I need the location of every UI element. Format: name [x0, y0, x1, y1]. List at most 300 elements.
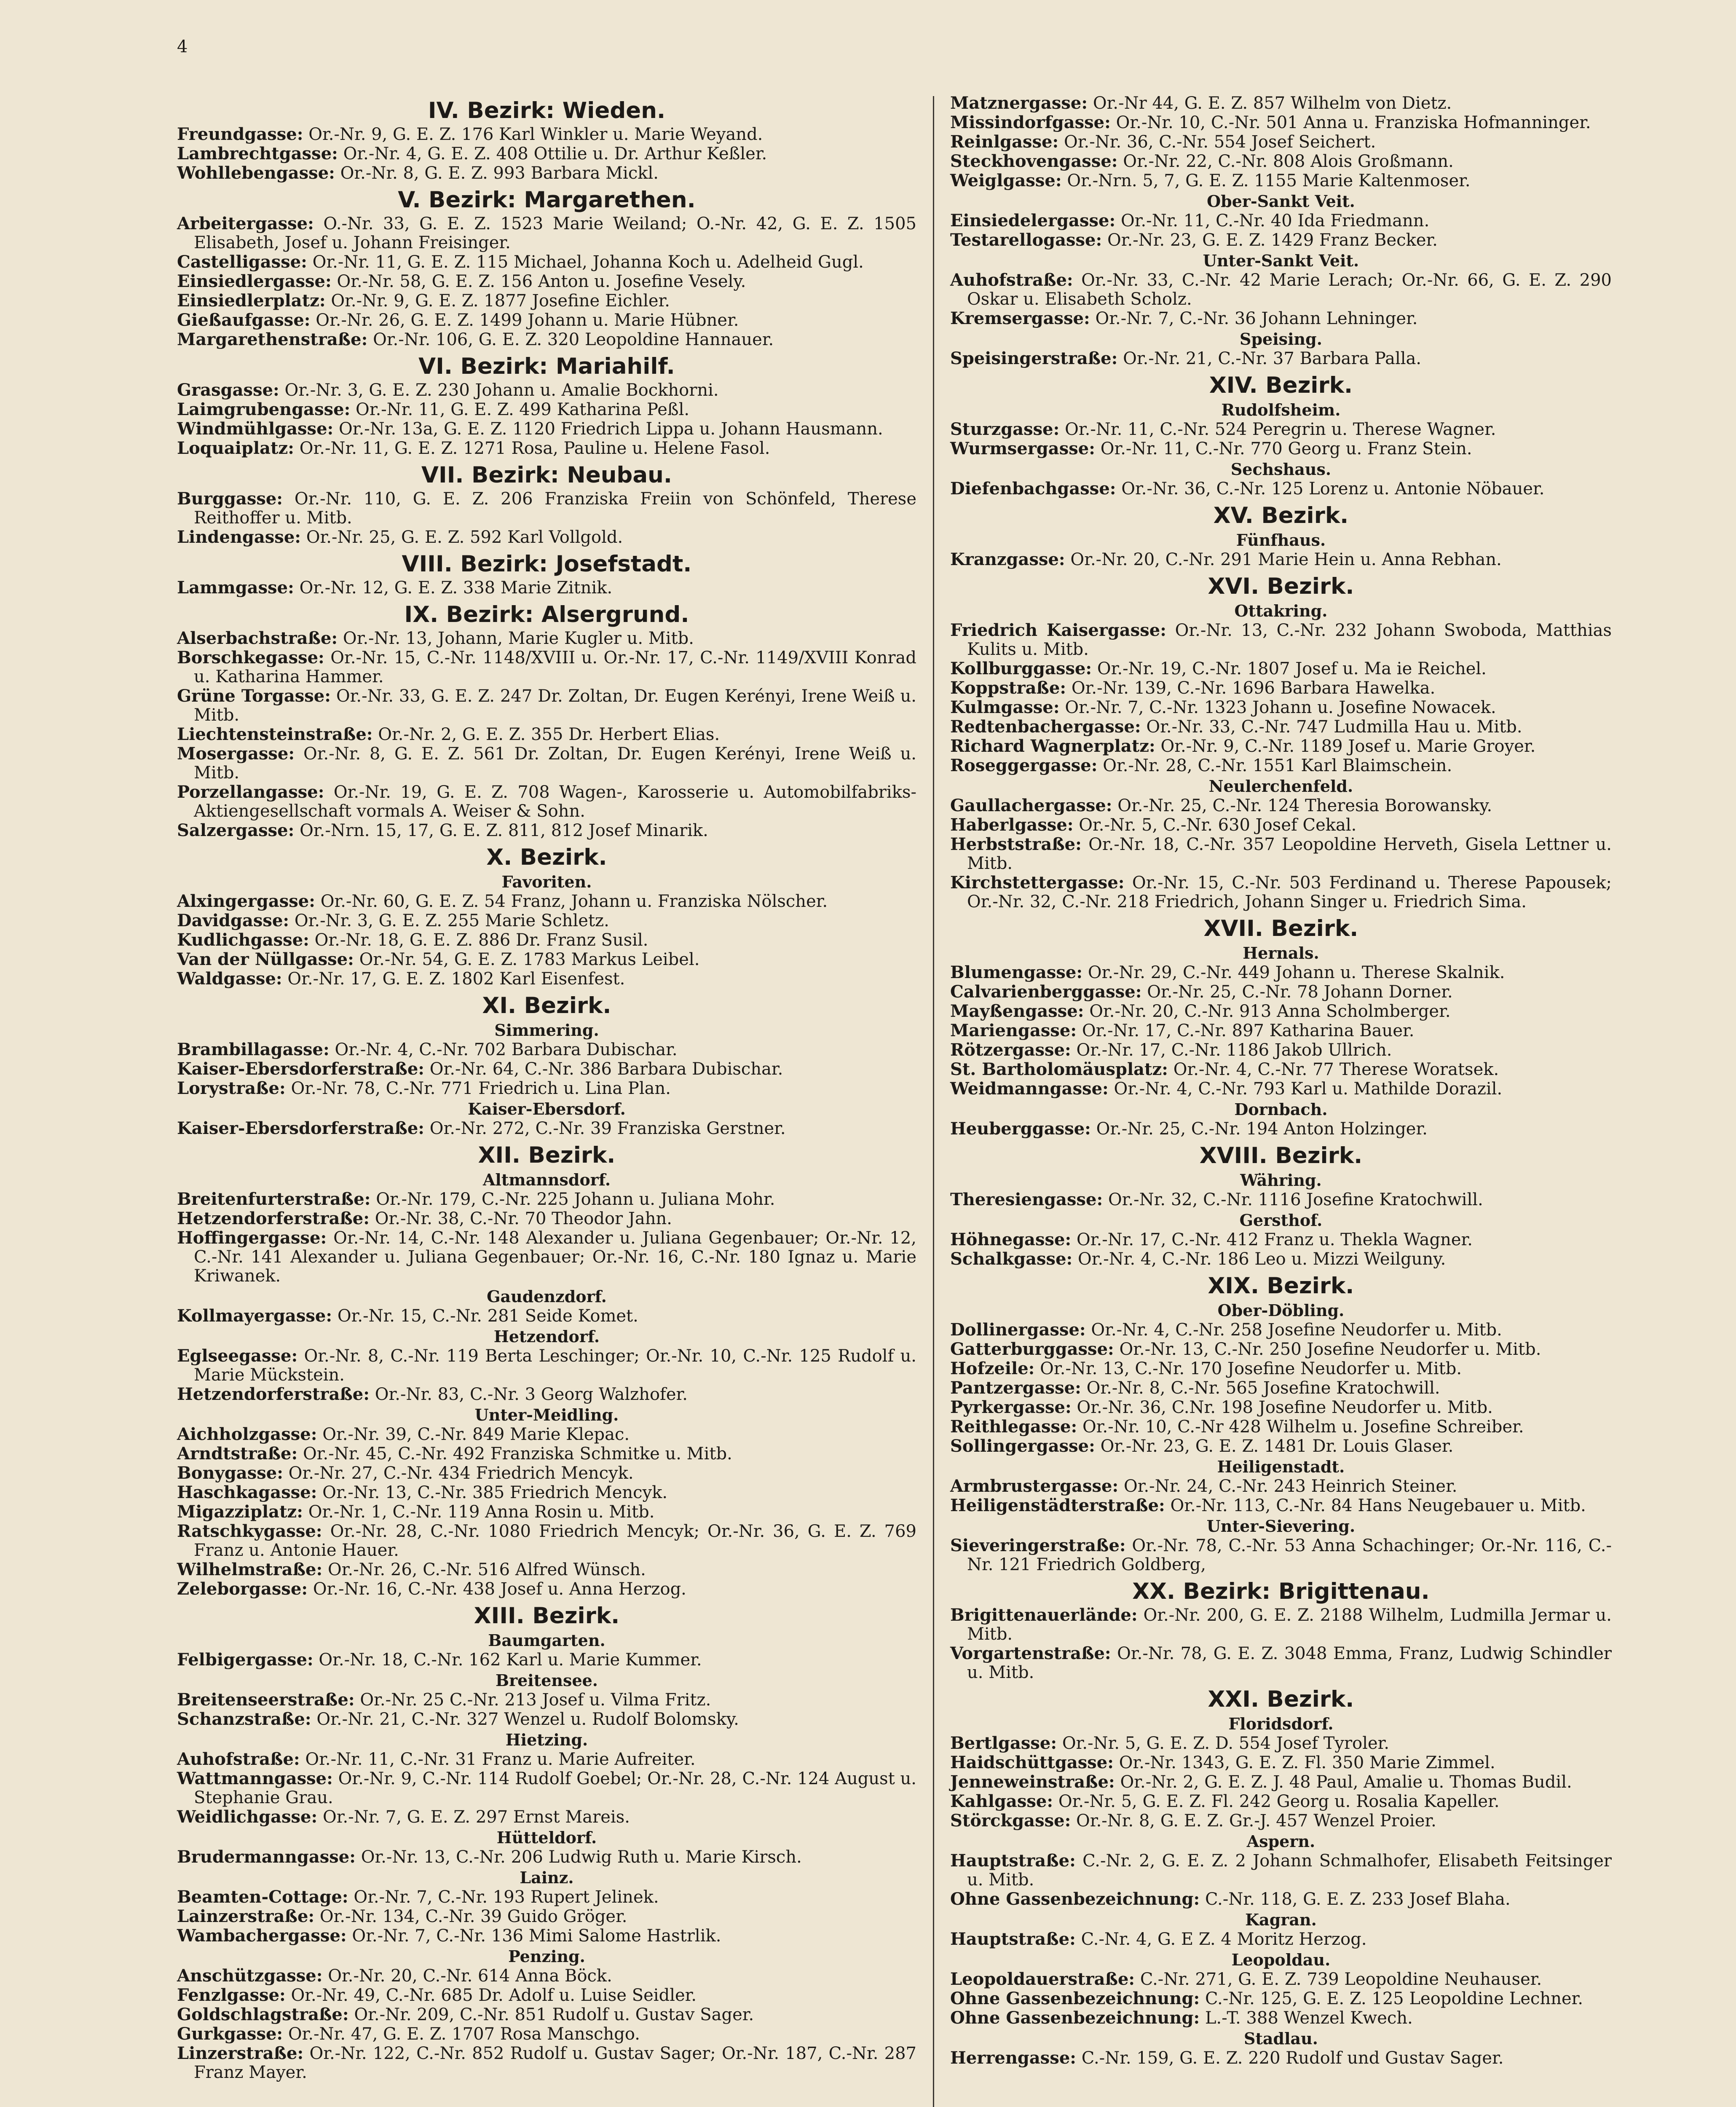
street-name: Auhofstraße: — [177, 1749, 300, 1769]
locality-heading: Penzing. — [508, 1947, 585, 1966]
street-name: Speisingerstraße: — [950, 348, 1118, 368]
property-entry — [950, 1417, 1612, 1437]
entry-text — [177, 1769, 916, 1807]
property-entry — [950, 231, 1612, 250]
street-name: Kulmgasse: — [950, 697, 1060, 717]
locality-heading: Unter-Sievering. — [1206, 1517, 1356, 1536]
property-entry — [177, 821, 916, 840]
locality-heading: Altmannsdorf. — [482, 1170, 611, 1189]
entry-details: Or.-Nr. 139, C.-Nr. 1696 Barbara Hawelka. — [1071, 678, 1436, 698]
property-entry — [950, 271, 1612, 309]
property-entry — [177, 528, 916, 547]
street-name: Hauptstraße: — [950, 1851, 1076, 1871]
property-entry — [177, 1119, 916, 1138]
entry-text — [177, 439, 916, 458]
street-name: Windmühlgasse: — [177, 419, 334, 439]
property-entry — [950, 132, 1612, 152]
entry-details: Or.-Nr. 25, C.-Nr. 194 Anton Holzinger. — [1096, 1119, 1428, 1139]
street-name: Wilhelmstraße: — [177, 1560, 323, 1579]
street-name: Linzerstraße: — [177, 2043, 304, 2063]
entry-details: Or.-Nr. 10, C.-Nr 428 Wilhelm u. Josefine Schreiber. — [1082, 1417, 1524, 1437]
entry-details: Or.-Nr. 17, C.-Nr. 1186 Jakob Ullrich. — [1076, 1040, 1392, 1060]
column-divider — [933, 96, 934, 2107]
entry-text — [950, 1060, 1612, 1079]
entry-text — [177, 1464, 916, 1483]
entry-text — [177, 821, 916, 840]
entry-details: Or.-Nr. 15, C.-Nr. 503 Ferdinand u. Therese Papousek; Or.-Nr. 32, C.-Nr. 218 Friedrich, Johann Singer u. Friedrich Sima. — [967, 873, 1612, 911]
property-entry — [950, 717, 1612, 737]
property-entry — [177, 1522, 916, 1560]
street-name: Goldschlagstraße: — [177, 2005, 349, 2024]
property-entry — [177, 2005, 916, 2024]
entry-details: Or.-Nr. 2, G. E. Z. 355 Dr. Herbert Elias. — [378, 725, 720, 744]
page-number: 4 — [177, 37, 188, 56]
entry-text — [950, 94, 1612, 113]
entry-details: Or.-Nr. 13, C.-Nr. 170 Josefine Neudorfer u. Mitb. — [1040, 1359, 1462, 1378]
street-name: Haberlgasse: — [950, 815, 1074, 835]
locality-heading: Ober-Sankt Veit. — [1207, 192, 1355, 211]
locality-heading: Fünfhaus. — [1236, 531, 1326, 550]
entry-text — [950, 698, 1612, 717]
entry-details: Or.-Nr. 26, C.-Nr. 516 Alfred Wünsch. — [327, 1560, 646, 1579]
entry-details: Or.-Nr. 58, G. E. Z. 156 Anton u. Josefine Vesely. — [337, 272, 746, 291]
property-entry — [950, 1930, 1612, 1949]
entry-details: Or.-Nr. 10, C.-Nr. 501 Anna u. Franziska Hofmanninger. — [1116, 113, 1591, 132]
entry-details: Or.-Nr. 8, G. E. Z. 561 Dr. Zoltan, Dr. Eugen Kerényi, Irene Weiß u. Mitb. — [194, 744, 917, 783]
street-name: Testarellogasse: — [950, 230, 1102, 250]
entry-details: C.-Nr. 2, G. E. Z. 2 Johann Schmalhofer, Elisabeth Feitsinger u. Mitb. — [967, 1851, 1612, 1890]
locality-heading: Simmering. — [494, 1021, 599, 1040]
entry-details: Or.-Nr. 15, C.-Nr. 281 Seide Komet. — [337, 1306, 638, 1326]
entry-text — [950, 621, 1612, 659]
entry-details: Or.-Nr. 13, C.-Nr. 385 Friedrich Mencyk. — [322, 1483, 668, 1502]
locality-heading: Dornbach. — [1234, 1100, 1328, 1119]
entry-text — [950, 1040, 1612, 1060]
entry-details: Or.-Nr. 19, G. E. Z. 708 Wagen-, Karosserie u. Automobilfabriks-Aktiengesellschaft vormals A. Weiser & Sohn. — [194, 783, 917, 821]
locality-heading: Lainz. — [520, 1868, 574, 1887]
right-column — [950, 94, 1612, 2068]
entry-details: Or.-Nr. 33, G. E. Z. 247 Dr. Zoltan, Dr. Eugen Kerényi, Irene Weiß u. Mitb. — [194, 686, 917, 725]
property-entry — [177, 911, 916, 930]
entry-details: Or.-Nr. 25, C.-Nr. 124 Theresia Borowansky. — [1117, 796, 1492, 815]
entry-text — [177, 1807, 916, 1827]
entry-details: Or.-Nr. 23, G. E. Z. 1481 Dr. Louis Glaser. — [1100, 1437, 1454, 1456]
entry-details: Or.-Nr 44, G. E. Z. 857 Wilhelm von Dietz. — [1093, 94, 1452, 113]
district-heading: XVI. Bezirk. — [1208, 574, 1354, 599]
entry-details: Or.-Nr. 106, G. E. Z. 320 Leopoldine Hannauer. — [373, 330, 774, 349]
locality-heading: Ottakring. — [1234, 601, 1328, 620]
locality-heading: Heiligenstadt. — [1217, 1457, 1345, 1476]
street-name: Kahlgasse: — [950, 1791, 1053, 1811]
street-name: Hauptstraße: — [950, 1929, 1076, 1949]
entry-text — [950, 211, 1612, 231]
district-heading: X. Bezirk. — [486, 844, 607, 870]
entry-text — [950, 873, 1612, 911]
property-entry — [177, 1907, 916, 1926]
street-name: Einsiedlergasse: — [177, 271, 332, 291]
locality-heading: Unter-Sankt Veit. — [1203, 251, 1359, 270]
street-name: Reithlegasse: — [950, 1417, 1077, 1437]
entry-details: Or.-Nr. 11, G. E. Z. 115 Michael, Johanna Koch u. Adelheid Gugl. — [312, 252, 864, 272]
entry-text — [950, 1477, 1612, 1496]
entry-text — [177, 291, 916, 311]
locality-heading: Gersthof. — [1239, 1211, 1323, 1230]
street-name: Bertlgasse: — [950, 1733, 1057, 1753]
entry-text — [950, 963, 1612, 982]
property-entry — [177, 330, 916, 349]
property-entry — [177, 1228, 916, 1286]
street-name: Lindengasse: — [177, 527, 301, 547]
street-name: Gatterburggasse: — [950, 1339, 1114, 1359]
street-name: Grüne Torgasse: — [177, 686, 331, 706]
entry-text — [950, 2048, 1612, 2068]
entry-text — [950, 1190, 1612, 1209]
entry-details: Or.-Nr. 4, C.-Nr. 793 Karl u. Mathilde Dorazil. — [1114, 1079, 1503, 1099]
property-entry — [950, 815, 1612, 835]
property-entry — [950, 1644, 1612, 1682]
entry-text — [177, 648, 916, 686]
left-column — [177, 94, 916, 2082]
entry-text — [177, 2044, 916, 2082]
entry-text — [950, 1378, 1612, 1398]
street-name: Dollinergasse: — [950, 1320, 1086, 1340]
street-name: Blumengasse: — [950, 962, 1083, 982]
property-entry — [950, 1079, 1612, 1099]
street-name: Pyrkergasse: — [950, 1397, 1072, 1417]
street-name: Friedrich Kaisergasse: — [950, 620, 1166, 640]
street-name: Felbigergasse: — [177, 1650, 313, 1670]
locality-heading: Hietzing. — [505, 1730, 588, 1749]
property-entry — [950, 94, 1612, 113]
street-name: Ohne Gassenbezeichnung: — [950, 1989, 1200, 2008]
entry-details: Or.-Nr. 4, C.-Nr. 186 Leo u. Mizzi Weilguny. — [1078, 1249, 1446, 1269]
street-name: Lorystraße: — [177, 1078, 286, 1098]
property-entry — [177, 1346, 916, 1385]
street-name: Van der Nüllgasse: — [177, 949, 354, 969]
entry-details: Or.-Nr. 26, G. E. Z. 1499 Johann u. Marie Hübner. — [316, 311, 739, 330]
street-name: Gurkgasse: — [177, 2024, 283, 2044]
street-name: Brigittenauerlände: — [950, 1605, 1138, 1625]
entry-details: C.-Nr. 159, G. E. Z. 220 Rudolf und Gustav Sager. — [1081, 2048, 1504, 2068]
entry-details: Or.-Nr. 33, C.-Nr. 42 Marie Lerach; Or.-Nr. 66, G. E. Z. 290 Oskar u. Elisabeth Scholz. — [967, 271, 1612, 309]
entry-details: Or.-Nrn. 5, 7, G. E. Z. 1155 Marie Kaltenmoser. — [1067, 171, 1471, 190]
entry-details: Or.-Nr. 25, G. E. Z. 592 Karl Vollgold. — [306, 528, 623, 547]
entry-text — [950, 659, 1612, 678]
property-entry — [950, 420, 1612, 439]
entry-text — [950, 1079, 1612, 1099]
street-name: Castelligasse: — [177, 252, 307, 272]
entry-details: Or.-Nr. 5, G. E. Z. D. 554 Josef Tyroler. — [1062, 1734, 1390, 1753]
property-entry — [950, 152, 1612, 171]
property-entry — [950, 1119, 1612, 1139]
street-name: Theresiengasse: — [950, 1190, 1103, 1209]
street-name: Ohne Gassenbezeichnung: — [950, 2008, 1200, 2028]
street-name: Gießaufgasse: — [177, 310, 311, 330]
entry-details: Or.-Nr. 45, C.-Nr. 492 Franziska Schmitke u. Mitb. — [303, 1444, 732, 1464]
property-entry — [950, 1002, 1612, 1021]
street-name: Jenneweinstraße: — [950, 1772, 1115, 1792]
entry-text — [950, 1340, 1612, 1359]
entry-details: Or.-Nr. 33, C.-Nr. 747 Ludmilla Hau u. Mitb. — [1146, 717, 1522, 737]
property-entry — [950, 1230, 1612, 1249]
entry-text — [177, 725, 916, 744]
entry-text — [950, 1119, 1612, 1139]
entry-details: Or.-Nr. 4, C.-Nr. 258 Josefine Neudorfer u. Mitb. — [1091, 1320, 1502, 1340]
property-entry — [950, 982, 1612, 1002]
property-entry — [177, 1650, 916, 1670]
entry-details: L.-T. 388 Wenzel Kwech. — [1205, 2008, 1413, 2028]
street-name: Redtenbachergasse: — [950, 717, 1141, 737]
street-name: Margarethenstraße: — [177, 330, 368, 349]
entry-text — [950, 1606, 1612, 1644]
property-entry — [177, 1847, 916, 1867]
entry-text — [177, 330, 916, 349]
entry-details: Or.-Nr. 28, C.-Nr. 1080 Friedrich Mencyk; Or.-Nr. 36, G. E. Z. 769 Franz u. Antonie Hauer. — [194, 1522, 917, 1560]
property-entry — [950, 1890, 1612, 1909]
property-entry — [177, 1209, 916, 1228]
entry-text — [177, 381, 916, 400]
locality-heading: Ober-Döbling. — [1217, 1301, 1345, 1320]
locality-heading: Kaiser-Ebersdorf. — [468, 1099, 626, 1118]
street-name: Salzergasse: — [177, 820, 295, 840]
street-name: Kollburggasse: — [950, 659, 1092, 678]
entry-details: Or.-Nr. 19, C.-Nr. 1807 Josef u. Ma ie Reichel. — [1097, 659, 1487, 678]
street-name: Mariengasse: — [950, 1021, 1077, 1040]
street-name: Missindorfgasse: — [950, 113, 1111, 132]
entry-text — [177, 1079, 916, 1098]
property-entry — [950, 439, 1612, 458]
district-heading: VII. Bezirk: Neubau. — [421, 462, 672, 488]
entry-text — [177, 1847, 916, 1867]
property-entry — [177, 400, 916, 419]
entry-text — [177, 1346, 916, 1385]
street-name: Herrengasse: — [950, 2048, 1077, 2068]
property-entry — [950, 1060, 1612, 1079]
entry-details: Or.-Nr. 11, C.-Nr. 524 Peregrin u. Therese Wagner. — [1065, 420, 1496, 439]
street-name: Freundgasse: — [177, 124, 303, 144]
entry-details: Or.-Nr. 8, G. E. Z. 993 Barbara Mickl. — [340, 164, 659, 183]
entry-text — [177, 1306, 916, 1326]
entry-details: Or.-Nr. 13, C.-Nr. 232 Johann Swoboda, Matthias Kulits u. Mitb. — [967, 621, 1612, 659]
entry-text — [177, 969, 916, 989]
street-name: Reinlgasse: — [950, 132, 1059, 152]
entry-text — [177, 930, 916, 950]
entry-details: Or.-Nr. 3, G. E. Z. 230 Johann u. Amalie Bockhorni. — [284, 381, 719, 400]
entry-details: C.-Nr. 4, G. E Z. 4 Moritz Herzog. — [1081, 1930, 1367, 1949]
property-entry — [950, 550, 1612, 569]
entry-details: Or.-Nr. 18, C.-Nr. 162 Karl u. Marie Kummer. — [319, 1650, 702, 1670]
street-name: Leopoldauerstraße: — [950, 1969, 1135, 1989]
entry-details: Or.-Nr. 1, C.-Nr. 119 Anna Rosin u. Mitb. — [308, 1502, 655, 1522]
district-heading: XXI. Bezirk. — [1208, 1686, 1354, 1712]
property-entry — [950, 1792, 1612, 1811]
district-heading: XV. Bezirk. — [1213, 503, 1349, 528]
property-entry — [177, 164, 916, 183]
property-entry — [177, 311, 916, 330]
street-name: Weiglgasse: — [950, 171, 1062, 190]
entry-text — [177, 419, 916, 439]
entry-text — [177, 783, 916, 821]
property-entry — [950, 1437, 1612, 1456]
entry-text — [177, 1710, 916, 1729]
entry-text — [950, 1536, 1612, 1574]
entry-details: Or.-Nr. 9, G. E. Z. 176 Karl Winkler u. Marie Weyand. — [308, 125, 763, 144]
entry-text — [177, 272, 916, 291]
property-entry — [177, 381, 916, 400]
entry-details: Or.-Nr. 7, C.-Nr. 36 Johann Lehninger. — [1095, 309, 1418, 328]
district-heading: XI. Bezirk. — [482, 993, 611, 1019]
entry-text — [950, 678, 1612, 698]
entry-text — [950, 1002, 1612, 1021]
entry-details: Or.-Nr. 78, C.-Nr. 771 Friedrich u. Lina Plan. — [291, 1079, 671, 1098]
entry-details: Or.-Nr. 7, C.-Nr. 136 Mimi Salome Hastrlik. — [352, 1926, 721, 1946]
property-entry — [950, 2008, 1612, 2028]
street-name: Kollmayergasse: — [177, 1306, 332, 1326]
property-entry — [177, 1966, 916, 1986]
street-name: Herbststraße: — [950, 834, 1082, 854]
entry-text — [950, 1734, 1612, 1753]
property-entry — [950, 1970, 1612, 1989]
entry-text — [950, 479, 1612, 499]
entry-text — [950, 737, 1612, 756]
entry-text — [177, 1650, 916, 1670]
property-entry — [177, 969, 916, 989]
property-entry — [177, 252, 916, 272]
entry-details: Or.-Nr. 54, G. E. Z. 1783 Markus Leibel. — [359, 950, 700, 969]
property-entry — [950, 309, 1612, 328]
entry-text — [950, 439, 1612, 458]
property-entry — [950, 678, 1612, 698]
entry-text — [950, 113, 1612, 132]
district-heading: XVII. Bezirk. — [1203, 916, 1358, 941]
street-name: Lainzerstraße: — [177, 1906, 315, 1926]
street-name: Wambachergasse: — [177, 1926, 347, 1946]
street-name: Sturzgasse: — [950, 419, 1060, 439]
entry-details: Or.-Nr. 13, C.-Nr. 206 Ludwig Ruth u. Marie Kirsch. — [361, 1847, 802, 1867]
entry-text — [950, 132, 1612, 152]
street-name: Gaullachergasse: — [950, 796, 1112, 815]
district-heading: XIV. Bezirk. — [1209, 373, 1353, 398]
entry-text — [177, 1986, 916, 2005]
entry-text — [177, 2005, 916, 2024]
entry-text — [950, 1417, 1612, 1437]
locality-heading: Floridsdorf. — [1228, 1714, 1334, 1733]
entry-details: C.-Nr. 271, G. E. Z. 739 Leopoldine Neuhauser. — [1140, 1970, 1542, 1989]
entry-text — [177, 528, 916, 547]
property-entry — [177, 1502, 916, 1522]
entry-text — [177, 1966, 916, 1986]
locality-heading: Hetzendorf. — [493, 1327, 600, 1346]
street-name: Kaiser-Ebersdorferstraße: — [177, 1059, 425, 1079]
street-name: Aichholzgasse: — [177, 1424, 317, 1444]
street-name: Fenzlgasse: — [177, 1985, 286, 2005]
street-name: St. Bartholomäusplatz: — [950, 1059, 1168, 1079]
property-entry — [177, 1710, 916, 1729]
entry-details: Or.-Nr. 11, C.-Nr. 770 Georg u. Franz Stein. — [1100, 439, 1472, 458]
entry-text — [177, 125, 916, 144]
property-entry — [177, 1059, 916, 1079]
property-entry — [177, 1986, 916, 2005]
property-entry — [177, 2044, 916, 2082]
property-entry — [177, 1483, 916, 1502]
property-entry — [177, 291, 916, 311]
entry-text — [177, 1190, 916, 1209]
property-entry — [177, 1306, 916, 1326]
entry-text — [950, 171, 1612, 190]
locality-heading: Speising. — [1240, 330, 1322, 348]
property-entry — [177, 686, 916, 725]
entry-details: Or.-Nr. 7, C.-Nr. 1323 Johann u. Josefine Nowacek. — [1065, 698, 1496, 717]
street-name: Höhnegasse: — [950, 1230, 1072, 1249]
entry-text — [950, 1851, 1612, 1890]
property-entry — [950, 1536, 1612, 1574]
entry-text — [177, 1579, 916, 1599]
property-entry — [177, 1926, 916, 1946]
property-entry — [177, 1769, 916, 1807]
street-name: Breitenseerstraße: — [177, 1690, 355, 1710]
entry-details: Or.-Nr. 18, G. E. Z. 886 Dr. Franz Susil. — [314, 930, 648, 950]
entry-text — [177, 1209, 916, 1228]
property-entry — [950, 1398, 1612, 1417]
entry-details: Or.-Nr. 134, C.-Nr. 39 Guido Gröger. — [319, 1907, 627, 1926]
entry-text — [177, 1425, 916, 1444]
entry-details: Or.-Nr. 113, C.-Nr. 84 Hans Neugebauer u. Mitb. — [1170, 1496, 1586, 1515]
property-entry — [177, 744, 916, 783]
property-entry — [950, 1989, 1612, 2008]
entry-details: Or.-Nr. 38, C.-Nr. 70 Theodor Jahn. — [375, 1209, 672, 1228]
entry-details: Or.-Nr. 22, C.-Nr. 808 Alois Großmann. — [1123, 152, 1454, 171]
entry-text — [950, 1792, 1612, 1811]
street-name: Mosergasse: — [177, 744, 295, 764]
property-entry — [177, 783, 916, 821]
entry-details: Or.-Nr. 21, C.-Nr. 327 Wenzel u. Rudolf Bolomsky. — [316, 1710, 739, 1729]
street-name: Kremsergasse: — [950, 308, 1090, 328]
property-entry — [950, 2048, 1612, 2068]
entry-text — [177, 1059, 916, 1079]
entry-details: Or.-Nr. 29, C.-Nr. 449 Johann u. Therese Skalnik. — [1088, 963, 1505, 982]
property-entry — [950, 756, 1612, 775]
property-entry — [950, 1477, 1612, 1496]
entry-details: Or.-Nr. 200, G. E. Z. 2188 Wilhelm, Ludmilla Jermar u. Mitb. — [967, 1606, 1612, 1644]
street-name: Schalkgasse: — [950, 1249, 1073, 1269]
street-name: Sollingergasse: — [950, 1436, 1095, 1456]
entry-text — [177, 1483, 916, 1502]
entry-text — [950, 1644, 1612, 1682]
entry-text — [950, 271, 1612, 309]
street-name: Roseggergasse: — [950, 756, 1098, 775]
locality-heading: Rudolfsheim. — [1221, 400, 1341, 419]
entry-text — [177, 1907, 916, 1926]
entry-text — [177, 686, 916, 725]
property-entry — [177, 1750, 916, 1769]
entry-text — [177, 400, 916, 419]
entry-text — [177, 2024, 916, 2044]
entry-text — [177, 164, 916, 183]
property-entry — [950, 171, 1612, 190]
district-heading: XX. Bezirk: Brigittenau. — [1132, 1579, 1430, 1604]
street-name: Lammgasse: — [177, 578, 294, 598]
entry-text — [950, 1890, 1612, 1909]
property-entry — [950, 1378, 1612, 1398]
entry-text — [950, 1930, 1612, 1949]
entry-details: Or.-Nr. 3, G. E. Z. 255 Marie Schletz. — [294, 911, 609, 930]
property-entry — [177, 144, 916, 164]
street-name: Breitenfurterstraße: — [177, 1189, 371, 1209]
entry-details: Or.-Nr. 11, C.-Nr. 31 Franz u. Marie Aufreiter. — [305, 1750, 696, 1769]
street-name: Armbrustergasse: — [950, 1476, 1119, 1496]
property-entry — [950, 835, 1612, 873]
property-entry — [950, 1772, 1612, 1792]
